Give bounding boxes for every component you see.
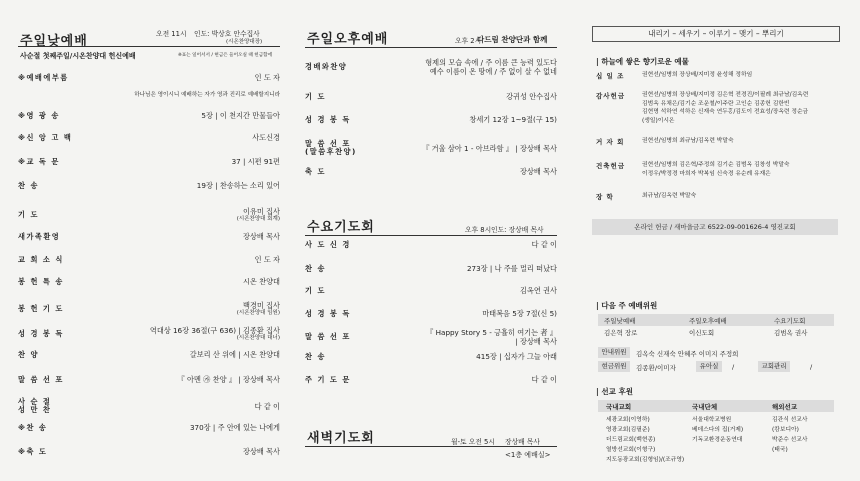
- morning-row: [18, 350, 280, 359]
- morning-row: [18, 207, 280, 222]
- morning-service-column: [18, 0, 280, 481]
- morning-time: 오전 11시: [156, 30, 187, 38]
- dawn-note: <1층 예배실>: [505, 451, 551, 459]
- morning-row: [18, 181, 280, 190]
- nursery-label: 유아실: [696, 361, 722, 372]
- guide-label: 안내위원: [598, 347, 630, 358]
- morning-row: [18, 255, 280, 264]
- next-val-1: 김은혁 장로: [604, 328, 638, 337]
- wednesday-row: [305, 352, 557, 361]
- afternoon-row: [305, 92, 557, 101]
- morning-value: 『 아멘 ㉮ 찬양 』 | 장상배 목사: [177, 375, 280, 384]
- missions-item: (캄보디아): [772, 427, 799, 433]
- morning-row: [18, 73, 280, 82]
- wednesday-value: 마태복음 5장 7절(신 5): [482, 309, 557, 318]
- missions-col-1: 국내교회: [606, 403, 632, 411]
- afternoon-label: 축 도: [305, 166, 326, 176]
- morning-note: ※표는 일어서서 / 현금은 들어오실 때 헌금함에: [178, 53, 273, 58]
- offering-row-names: 권현선/임병희 최규남/김옥련 박말숙: [642, 138, 734, 144]
- afternoon-row: [305, 58, 557, 76]
- morning-title: 주일낮예배: [20, 34, 88, 49]
- missions-heading-text: 선교 후원: [601, 387, 633, 396]
- morning-value: 5장 | 이 천지간 만물들아: [201, 111, 280, 120]
- afternoon-label: 말 씀 선 포 (말씀후찬양): [305, 139, 357, 156]
- motto-text: 내리기 – 세우기 – 이루기 – 맺기 – 뿌리기: [648, 29, 784, 38]
- wednesday-row: [305, 375, 557, 384]
- morning-label: ※교 독 문: [18, 156, 60, 166]
- morning-value-sub: (시온찬양대 회계): [236, 216, 280, 222]
- morning-row: [18, 375, 280, 384]
- next-week-table: [598, 314, 834, 338]
- offering-row-names: 권현선/임병희 김은혁/주정희 김기순 김범옥 김창성 박말숙 이정우/박정경 마희자 박복임 신숙경 유순례 유재은: [642, 162, 790, 177]
- morning-label: ※찬 송: [18, 422, 48, 432]
- morning-row: [38, 91, 280, 100]
- missions-item: 베데스다의 집(거제): [692, 427, 744, 433]
- offering-row-label: 건축헌금: [596, 162, 626, 170]
- morning-value: 이유미 집사 (시온찬양대 회계): [236, 207, 280, 222]
- offering-heading: | 하늘에 쌓은 향기로운 예물: [596, 57, 689, 66]
- next-col-2: 주일오후예배: [689, 316, 727, 325]
- morning-value: 인 도 자: [254, 73, 280, 82]
- morning-label: 성 경 봉 독: [18, 328, 64, 338]
- morning-label: ※축 도: [18, 446, 48, 456]
- wednesday-value: 김옥연 권사: [519, 286, 557, 295]
- morning-row: [18, 232, 280, 241]
- money-value: 김종환/이미자: [636, 364, 676, 372]
- morning-row: [18, 398, 280, 414]
- missions-col-2: 국내단체: [692, 403, 718, 411]
- next-col-1: 주일낮예배: [604, 316, 636, 325]
- morning-value: 다 같 이: [254, 401, 280, 411]
- morning-subtitle: 사순절 첫째주일/시온찬양대 헌신예배: [20, 52, 136, 60]
- wednesday-label: 사 도 신 경: [305, 239, 351, 249]
- afternoon-row: [305, 167, 557, 176]
- morning-label: 기 도: [18, 209, 39, 219]
- offering-row-label: 감사헌금: [596, 92, 626, 100]
- dawn-leader: 장상배 목사: [505, 438, 540, 446]
- offering-row-names: 권현선/임병희 장상배/지미정 김은혁 전경진/이필례 최규남/김옥련 김범옥 유채은/김기순 조운철/이주란 고인순 김종헌 김한빈 김현명 석하연 석하은 신재숙 연두홍/김도이 전효성/장옥련 정순금 (생일)이시온: [642, 92, 809, 124]
- account-banner: [592, 219, 838, 235]
- afternoon-leader: 다드림 찬양단과 함께: [477, 35, 548, 44]
- morning-value: 갈보리 산 위에 | 시온 찬양대: [189, 350, 280, 359]
- morning-label: 찬 송: [18, 180, 39, 190]
- next-val-3: 김범옥 권사: [774, 328, 808, 337]
- nursery-value: /: [732, 363, 735, 371]
- missions-item: 영광교회(김필준): [606, 427, 650, 433]
- afternoon-time: 오후 2시: [455, 37, 482, 45]
- afternoon-label: 기 도: [305, 91, 326, 101]
- morning-value: 백경미 집사 (시온찬양대 임원): [236, 301, 280, 316]
- morning-value: 시온 찬양대: [242, 277, 280, 286]
- morning-value: 인 도 자: [254, 255, 280, 264]
- morning-value: 장상배 목사: [242, 232, 280, 241]
- morning-row: [18, 423, 280, 432]
- morning-value-sub: (시온찬양대 대너): [236, 335, 280, 341]
- wednesday-time: 오후 8시: [465, 226, 492, 234]
- wednesday-value: 다 같 이: [531, 240, 557, 249]
- morning-rule: [18, 46, 280, 47]
- wednesday-value: 『 Happy Story 5 - 긍휼히 여기는 者 』 | 장상배 목사: [426, 328, 557, 346]
- offering-heading-text: 하늘에 쌓은 향기로운 예물: [601, 57, 689, 66]
- morning-value: 370장 | 주 안에 있는 나에게: [189, 423, 280, 432]
- afternoon-service-column: [305, 0, 557, 481]
- morning-value: 역대상 16장 36절(구 636) | 김종환 집사 (시온찬양대 대너): [149, 326, 280, 341]
- morning-value: 37 | 시편 91편: [231, 157, 280, 166]
- wednesday-label: 찬 송: [305, 351, 326, 361]
- afternoon-value: 형제의 모습 속에 / 주 이름 큰 능력 있도다 예수 이름이 온 땅에 / 주 없이 살 수 없네: [425, 58, 557, 76]
- wednesday-value: 다 같 이: [531, 375, 557, 384]
- missions-item: 박준수 선교사: [772, 437, 808, 443]
- morning-row: [18, 326, 280, 341]
- wednesday-leader: 인도: 장상배 목사: [491, 226, 544, 234]
- offering-row-names: 권현선/임병희 장상배/지미정 윤성해 정하임: [642, 72, 753, 78]
- wednesday-row: [305, 240, 557, 249]
- afternoon-value: 『 거울 삼아 1 - 아브라함 』 | 장상배 목사: [422, 143, 557, 153]
- wednesday-row: [305, 328, 557, 346]
- wednesday-label: 기 도: [305, 285, 326, 295]
- missions-col-3: 해외선교: [772, 403, 798, 411]
- missions-item: 세광교회(이영하): [606, 417, 650, 423]
- missions-item: 서울대학교병원: [692, 417, 732, 423]
- morning-value: 장상배 목사: [242, 447, 280, 456]
- afternoon-row: [305, 140, 557, 156]
- wednesday-value: 273장 | 나 주를 멀리 떠났다: [466, 264, 557, 273]
- wednesday-label: 찬 송: [305, 263, 326, 273]
- morning-label: 사 순 절 성 만 찬: [18, 397, 52, 414]
- morning-value-sub: (시온찬양대 임원): [236, 310, 280, 316]
- wednesday-label: 말 씀 선 포: [305, 332, 351, 341]
- motto-box: [592, 26, 840, 42]
- afternoon-title: 주일오후예배: [307, 32, 389, 47]
- morning-row: [18, 111, 280, 120]
- offering-row-label: 십 일 조: [596, 72, 625, 80]
- morning-row: [18, 157, 280, 166]
- morning-value: 19장 | 찬송하는 소리 있어: [196, 181, 280, 190]
- offering-row-names: 최규남/김옥련 박말숙: [642, 193, 697, 199]
- afternoon-value: 강귀성 안수집사: [506, 92, 557, 101]
- missions-item: (태국): [772, 447, 788, 453]
- wednesday-value: 415장 | 십자가 그늘 아래: [476, 352, 557, 361]
- morning-label: 새가족환영: [18, 231, 61, 241]
- afternoon-value: 장상배 목사: [519, 167, 557, 176]
- missions-item: 김관식 선교사: [772, 417, 808, 423]
- morning-value: 하나님은 영이시니 예배하는 자가 영과 진리로 예배할지니라: [134, 92, 280, 98]
- morning-label: 봉 헌 특 송: [18, 276, 64, 286]
- info-column: [592, 0, 842, 481]
- church-label: 교회관리: [758, 361, 790, 372]
- dawn-title: 새벽기도회: [307, 431, 375, 446]
- money-label: 현금위원: [598, 361, 630, 372]
- next-week-heading-text: 다음 주 예배위원: [601, 301, 658, 310]
- morning-row: [18, 447, 280, 456]
- dawn-rule: [305, 446, 557, 447]
- morning-leader: 인도: 박상호 안수집사: [194, 30, 260, 38]
- wednesday-title: 수요기도회: [307, 220, 375, 235]
- missions-heading: | 선교 후원: [596, 387, 633, 396]
- morning-leader-sub: (시온찬양대장): [226, 39, 263, 45]
- morning-label: 봉 헌 기 도: [18, 303, 64, 313]
- afternoon-rule: [305, 47, 557, 48]
- next-col-3: 수요기도회: [774, 316, 806, 325]
- wednesday-row: [305, 264, 557, 273]
- morning-label: ※신 앙 고 백: [18, 132, 73, 142]
- next-val-2: 이신도회: [689, 328, 715, 337]
- wednesday-label: 주 기 도 문: [305, 374, 351, 384]
- morning-row: [18, 133, 280, 142]
- account-text: 온라인 헌금 / 새마을금고 6522-09-001626-4 영진교회: [634, 223, 796, 231]
- offering-row-label: 거 자 회: [596, 138, 625, 146]
- morning-label: ※예배에부름: [18, 72, 69, 82]
- morning-label: 말 씀 선 포: [18, 374, 64, 384]
- wednesday-label: 성 경 봉 독: [305, 308, 351, 318]
- dawn-time: 월-토 오전 5시: [451, 438, 495, 446]
- afternoon-label: 성 경 봉 독: [305, 114, 351, 124]
- wednesday-rule: [305, 235, 557, 236]
- morning-label: 찬 양: [18, 349, 39, 359]
- wednesday-row: [305, 286, 557, 295]
- morning-label: 교 회 소 식: [18, 254, 64, 264]
- offering-row-label: 장 학: [596, 193, 614, 201]
- afternoon-label: 경배와찬양: [305, 62, 348, 71]
- next-week-heading: | 다음 주 예배위원: [596, 301, 658, 310]
- wednesday-row: [305, 309, 557, 318]
- morning-value: 사도신경: [252, 133, 280, 142]
- missions-item: 더드림교회(백현종): [606, 437, 656, 443]
- church-value: /: [810, 363, 813, 371]
- afternoon-row: [305, 115, 557, 124]
- missions-item: 지도동광교회(김형임)/(조규영): [606, 457, 685, 463]
- morning-row: [18, 301, 280, 316]
- morning-label: ※영 광 송: [18, 110, 60, 120]
- missions-item: 기독교환경운동연대: [692, 437, 743, 443]
- morning-row: [18, 277, 280, 286]
- guide-value: 김옥숙 신재숙 안혜주 이미지 주정희: [636, 350, 739, 358]
- missions-item: 열방선교회(이형구): [606, 447, 656, 453]
- afternoon-value: 창세기 12장 1~9절(구 15): [469, 115, 557, 124]
